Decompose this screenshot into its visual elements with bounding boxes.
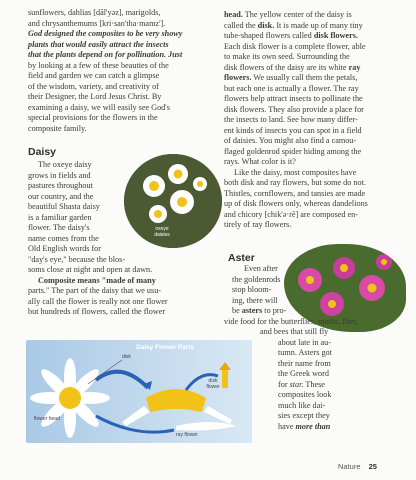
- aster-photo-caption: aster: [390, 248, 402, 254]
- label-flower-head: flower head: [34, 416, 60, 422]
- right-line: and chicory [chik'ə·rē] are composed en-: [224, 209, 358, 219]
- daisy-line: "day's eye," because the blos-: [28, 254, 126, 264]
- aster-line: Even after: [244, 264, 278, 273]
- page-number: 25: [368, 462, 377, 471]
- label-ray-flower: ray flower: [176, 432, 198, 438]
- aster-line: much like dai-: [278, 400, 326, 410]
- daisy-line: is a familiar garden: [28, 212, 92, 222]
- right-line: flowers. We usually call them the petals,: [224, 73, 358, 82]
- aster-line: be asters to pro-: [232, 306, 287, 315]
- daisy-heading: Daisy: [28, 146, 57, 158]
- right-line: ent kinds of insects you can spot in a field: [224, 125, 362, 135]
- label-disk: disk: [122, 354, 131, 360]
- aster-line: their name from: [278, 358, 331, 368]
- right-line: Like the daisy, most composites have: [234, 167, 357, 177]
- disk-term: disk.: [257, 20, 275, 30]
- right-line: up of disk flowers only, whereas dandelions: [224, 199, 368, 208]
- intro-line: of the wisdom, variety, and creativity of: [28, 81, 159, 91]
- aster-line: for star. These: [278, 379, 325, 389]
- aster-line: ing, there will: [232, 295, 278, 305]
- intro-line: by looking at a few of these beauties of the: [28, 60, 169, 70]
- aster-line: and bees that still fly: [260, 327, 329, 336]
- right-line: but each one is actually a flower. The ray: [224, 83, 359, 93]
- right-line: rays. What color is it?: [224, 157, 296, 166]
- intro-line: special provisions for the flowers in the: [28, 113, 158, 122]
- intro-line: examining a daisy, we will easily see God's: [28, 102, 170, 112]
- asters-term: asters: [241, 306, 263, 315]
- composite-line: but hundreds of flowers, called the flower: [28, 307, 166, 316]
- right-line: disk flowers of the daisy are its white ray: [224, 62, 361, 72]
- right-line: disk flowers. They also provide a place for: [224, 104, 364, 114]
- label-disk-flower: disk flower: [206, 378, 220, 390]
- intro-line: that the plants depend on for pollination. Just: [28, 50, 183, 59]
- intro-line: and chrysanthemums [kri·san'tha·mamz'].: [28, 18, 166, 28]
- disk-cross-section-drawing: [122, 389, 232, 426]
- right-line: to make its own seed. Surrounding the: [224, 52, 350, 61]
- composite-line: parts." The part of the daisy that we usu-: [28, 286, 162, 295]
- daisy-line: name comes from the: [28, 233, 99, 243]
- right-line: head. The yellow center of the daisy is: [224, 10, 352, 19]
- daisy-line: our country, and the: [28, 191, 94, 201]
- right-line: called the disk. It is made up of many tiny: [224, 20, 363, 30]
- flower-head-term: head.: [224, 10, 243, 19]
- aster-line: about late in au-: [278, 337, 331, 347]
- aster-line: the goldenrods: [232, 274, 281, 284]
- disk-flowers-term: disk flowers.: [313, 31, 358, 40]
- page-footer: [338, 462, 377, 471]
- intro-line: plants that would easily attract the insects: [28, 39, 169, 49]
- daisy-line: The oxeye daisy: [38, 160, 92, 169]
- arrow-to-disk: [96, 372, 148, 388]
- daisy-parts-figure: [26, 340, 252, 443]
- right-line: flowers help attract insects to pollinate the: [224, 94, 363, 103]
- composite-line: [28, 276, 228, 287]
- daisy-line: pastures throughout: [28, 181, 93, 190]
- daisy-photo-caption: oxeye daisies: [154, 226, 170, 238]
- composite-line-text: Composite means "made of many: [38, 275, 156, 285]
- daisy-line: soms close at night and open at dawn.: [28, 265, 153, 274]
- ray-flower-drawing: [176, 422, 236, 431]
- right-line: tirely of ray flowers.: [224, 220, 292, 229]
- daisy-line: beautiful Shasta daisy: [28, 202, 100, 211]
- daisy-line: grows in fields and: [28, 170, 91, 180]
- ray-term: ray: [348, 62, 361, 72]
- right-line: Each disk flower is a complete flower, able: [224, 41, 366, 51]
- right-line: of daisies. You might also find a camou-: [224, 136, 357, 145]
- aster-line: sies except they: [278, 411, 330, 420]
- aster-line: have more than: [278, 421, 331, 431]
- intro-line: their Designer, the Lord Jesus Christ. By: [28, 92, 162, 101]
- intro-line: composite family.: [28, 123, 87, 133]
- more-than-term: more than: [295, 421, 331, 431]
- aster-line: vide food for the butterflies, moths, flies,: [224, 316, 359, 326]
- footer-section: Nature: [338, 462, 361, 471]
- right-line: Thistles, cornflowers, and tansies are made: [224, 188, 366, 198]
- right-line: both disk and ray flowers, but some do not.: [224, 178, 366, 187]
- right-column: [224, 10, 414, 231]
- aster-line: the Greek word: [278, 369, 329, 378]
- flower-head-drawing: [30, 358, 110, 438]
- aster-line: tumn. Asters got: [278, 348, 332, 357]
- intro-line: God designed the composites to be very showy: [28, 29, 183, 38]
- right-line: the insects to land. See how many differ-: [224, 115, 358, 124]
- ray-flowers-term: flowers.: [224, 73, 252, 82]
- figure-title: Daisy Flower Parts: [136, 344, 195, 351]
- right-line: flaged goldenrod spider hiding among the: [224, 146, 362, 156]
- aster-line: composites look: [278, 390, 332, 399]
- aster-heading: Aster: [228, 252, 255, 264]
- left-intro: [28, 8, 216, 134]
- composite-line: ally call the flower is really not one flower: [28, 296, 168, 306]
- right-line: tube-shaped flowers called disk flowers.: [224, 31, 358, 40]
- daisy-line: Old English words for: [28, 244, 101, 253]
- figure-diagram: [26, 340, 252, 443]
- intro-line: sunflowers, dahlias [dāl'yəz], marigolds,: [28, 8, 161, 17]
- daisy-line: flower. The daisy's: [28, 223, 90, 232]
- aster-paragraph: [224, 264, 412, 432]
- star-term: star.: [289, 379, 304, 389]
- aster-line: stop bloom-: [232, 285, 272, 294]
- intro-line: field and garden we can catch a glimpse: [28, 71, 160, 80]
